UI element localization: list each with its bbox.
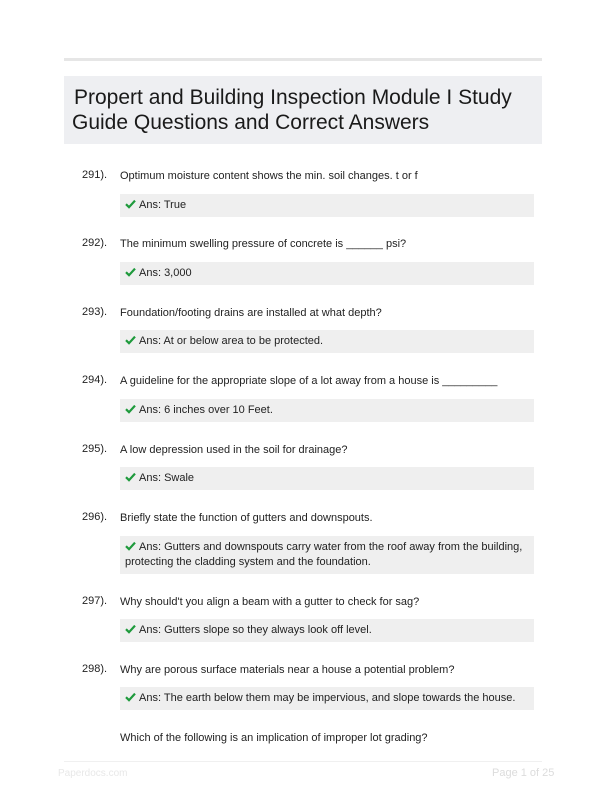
answer-box — [120, 687, 534, 710]
answer-text: Ans: 6 inches over 10 Feet. — [139, 404, 273, 416]
question-text: A guideline for the appropriate slope of a lot away from a house is _________ — [120, 375, 498, 387]
question-text: Why are porous surface materials near a house a potential problem? — [120, 664, 455, 676]
answer-text: Ans: 3,000 — [139, 267, 192, 279]
page-title — [72, 85, 542, 135]
check-icon — [125, 335, 136, 345]
answer-box — [120, 330, 534, 353]
answer-text: Ans: At or below area to be protected. — [139, 335, 324, 347]
question-text: Which of the following is an implication of improper lot grading? — [120, 732, 428, 744]
check-icon — [125, 624, 136, 634]
answer-box — [120, 194, 534, 217]
top-divider — [64, 58, 542, 61]
answer-box — [120, 399, 534, 422]
question-number: 293). — [82, 306, 108, 318]
question-text: Briefly state the function of gutters and downspouts. — [120, 512, 373, 524]
question-text: Optimum moisture content shows the min. soil changes. t or f — [120, 170, 418, 182]
question-number: 297). — [82, 595, 108, 607]
answer-text: Ans: The earth below them may be impervious, and slope towards the house. — [139, 692, 516, 704]
title-line-2: Guide Questions and Correct Answers — [72, 111, 430, 134]
check-icon — [125, 199, 136, 209]
question-number: 294). — [82, 374, 108, 386]
question-number: 291). — [82, 169, 108, 181]
question-text: The minimum swelling pressure of concrete is ______ psi? — [120, 238, 407, 250]
check-icon — [125, 267, 136, 277]
question-text: Why should't you align a beam with a gutter to check for sag? — [120, 596, 420, 608]
answer-text: Ans: Gutters slope so they always look off level. — [139, 624, 372, 636]
title-banner — [64, 76, 542, 144]
question-number: 295). — [82, 443, 108, 455]
footer-site: Paperdocs.com — [58, 768, 128, 779]
answer-text: Ans: True — [139, 199, 187, 211]
check-icon — [125, 692, 136, 702]
bottom-divider — [64, 761, 542, 762]
answer-box — [120, 262, 534, 285]
footer-page-number: Page 1 of 25 — [492, 767, 555, 779]
title-line-1: Propert and Building Inspection Module I Study — [74, 86, 512, 109]
question-number: 296). — [82, 511, 108, 523]
answer-box — [120, 619, 534, 642]
answer-box — [120, 536, 534, 574]
check-icon — [125, 541, 136, 551]
question-text: A low depression used in the soil for drainage? — [120, 444, 348, 456]
answer-box — [120, 467, 534, 490]
answer-text-line-1: Ans: Gutters and downspouts carry water from the roof away from the building, — [139, 541, 523, 553]
question-number: 298). — [82, 663, 108, 675]
answer-text-line-2: protecting the cladding system and the foundation. — [125, 556, 371, 568]
answer-text: Ans: Swale — [139, 472, 195, 484]
question-text: Foundation/footing drains are installed at what depth? — [120, 307, 382, 319]
question-number: 292). — [82, 237, 108, 249]
check-icon — [125, 404, 136, 414]
check-icon — [125, 472, 136, 482]
